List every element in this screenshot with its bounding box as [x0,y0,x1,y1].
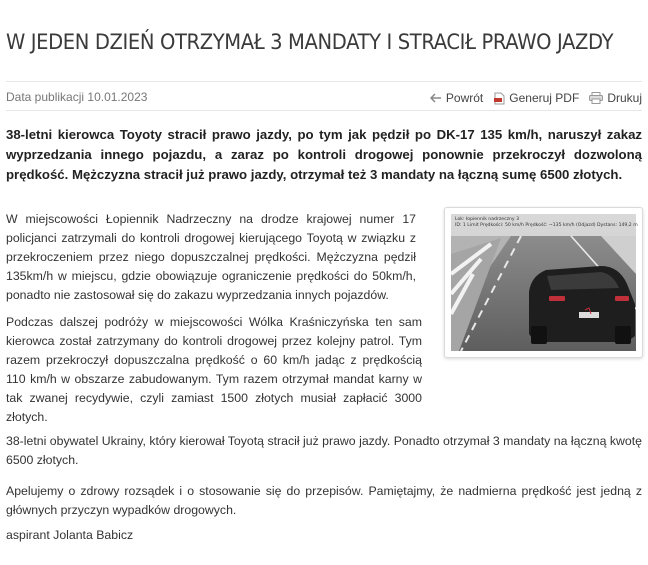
back-arrow-icon [430,93,442,103]
pdf-icon [493,92,505,105]
back-label: Powrót [445,91,484,105]
paragraph-1: W miejscowości Łopiennik Nadrzeczny na drodze krajowej numer 17 policjanci zatrzymali do kontroli drogowej kierującego Toyotą w związku z przekroczeniem przez niego dopuszczalnej prędkości. Mężczyzna pędził 135km/h w miejscu, gdzie obowiązuje ograniczenie prędkości do 50km/h, ponadto nie zastosował się do zakazu wyprzedzania innych pojazdów. [6,212,416,302]
publication-label: Data publikacji [6,90,85,104]
publication-date: 10.01.2023 [87,90,148,104]
paragraph-2: Podczas dalszej podróży w miejscowości Wólka Kraśniczyńska ten sam kierowca został zatrzymany do kontroli drogowej przez kolejny patrol. Tym razem przekroczył dopuszczalna prędkość o 60 km/h jadąc z prędkością 110 km/h w obszarze zabudowanym. Tym razem otrzymał mandat karny w tak zwanej recydywie, czyli zamiast 1500 złotych musiał zapłacić 3000 złotych. [6,315,422,424]
publication-info [6,90,147,104]
printer-icon [589,92,603,104]
article-author: aspirant Jolanta Babicz [6,528,134,542]
photo-location-overlay: Lok: łopiennik nadrzeczny 3 [455,217,520,222]
article-actions [430,91,642,105]
speed-camera-photo [451,214,636,351]
paragraph-3: 38-letni obywatel Ukrainy, który kierował Toyotą stracił już prawo jazdy. Ponadto otrzymał 3 mandaty na łączną kwotę 6500 złotych. [6,434,642,467]
generate-pdf-button[interactable] [493,91,579,105]
print-label: Drukuj [607,91,642,105]
photo-speed-overlay: ID: 1 Limit Prędkości: 50 km/h Prędkość: ~135 km/h (Odjazd) Dystans: 149,2 m [455,223,638,228]
pdf-label: Generuj PDF [509,91,580,105]
page-title: W JEDEN DZIEŃ OTRZYMAŁ 3 MANDATY I STRACIŁ PRAWO JAZDY [6,30,614,54]
article-photo [444,207,643,358]
back-button[interactable] [430,91,483,105]
paragraph-4: Apelujemy o zdrowy rozsądek i o stosowanie się do przepisów. Pamiętajmy, że nadmierna prędkość jest jedną z głównych przyczyn wypadków drogowych. [6,484,642,517]
print-button[interactable] [589,91,642,105]
meta-divider [6,110,642,111]
article-lead: 38-letni kierowca Toyoty stracił prawo jazdy, po tym jak pędził po DK-17 135 km/h, naruszył zakaz wyprzedzania innego pojazdu, a zaraz po kontroli drogowej ponownie przekroczył dozwoloną prędkość. Mężczyzna stracił już prawo jazdy, otrzymał też 3 mandaty na łączną sumę 6500 złotych. [6,127,642,182]
title-divider [6,81,642,82]
